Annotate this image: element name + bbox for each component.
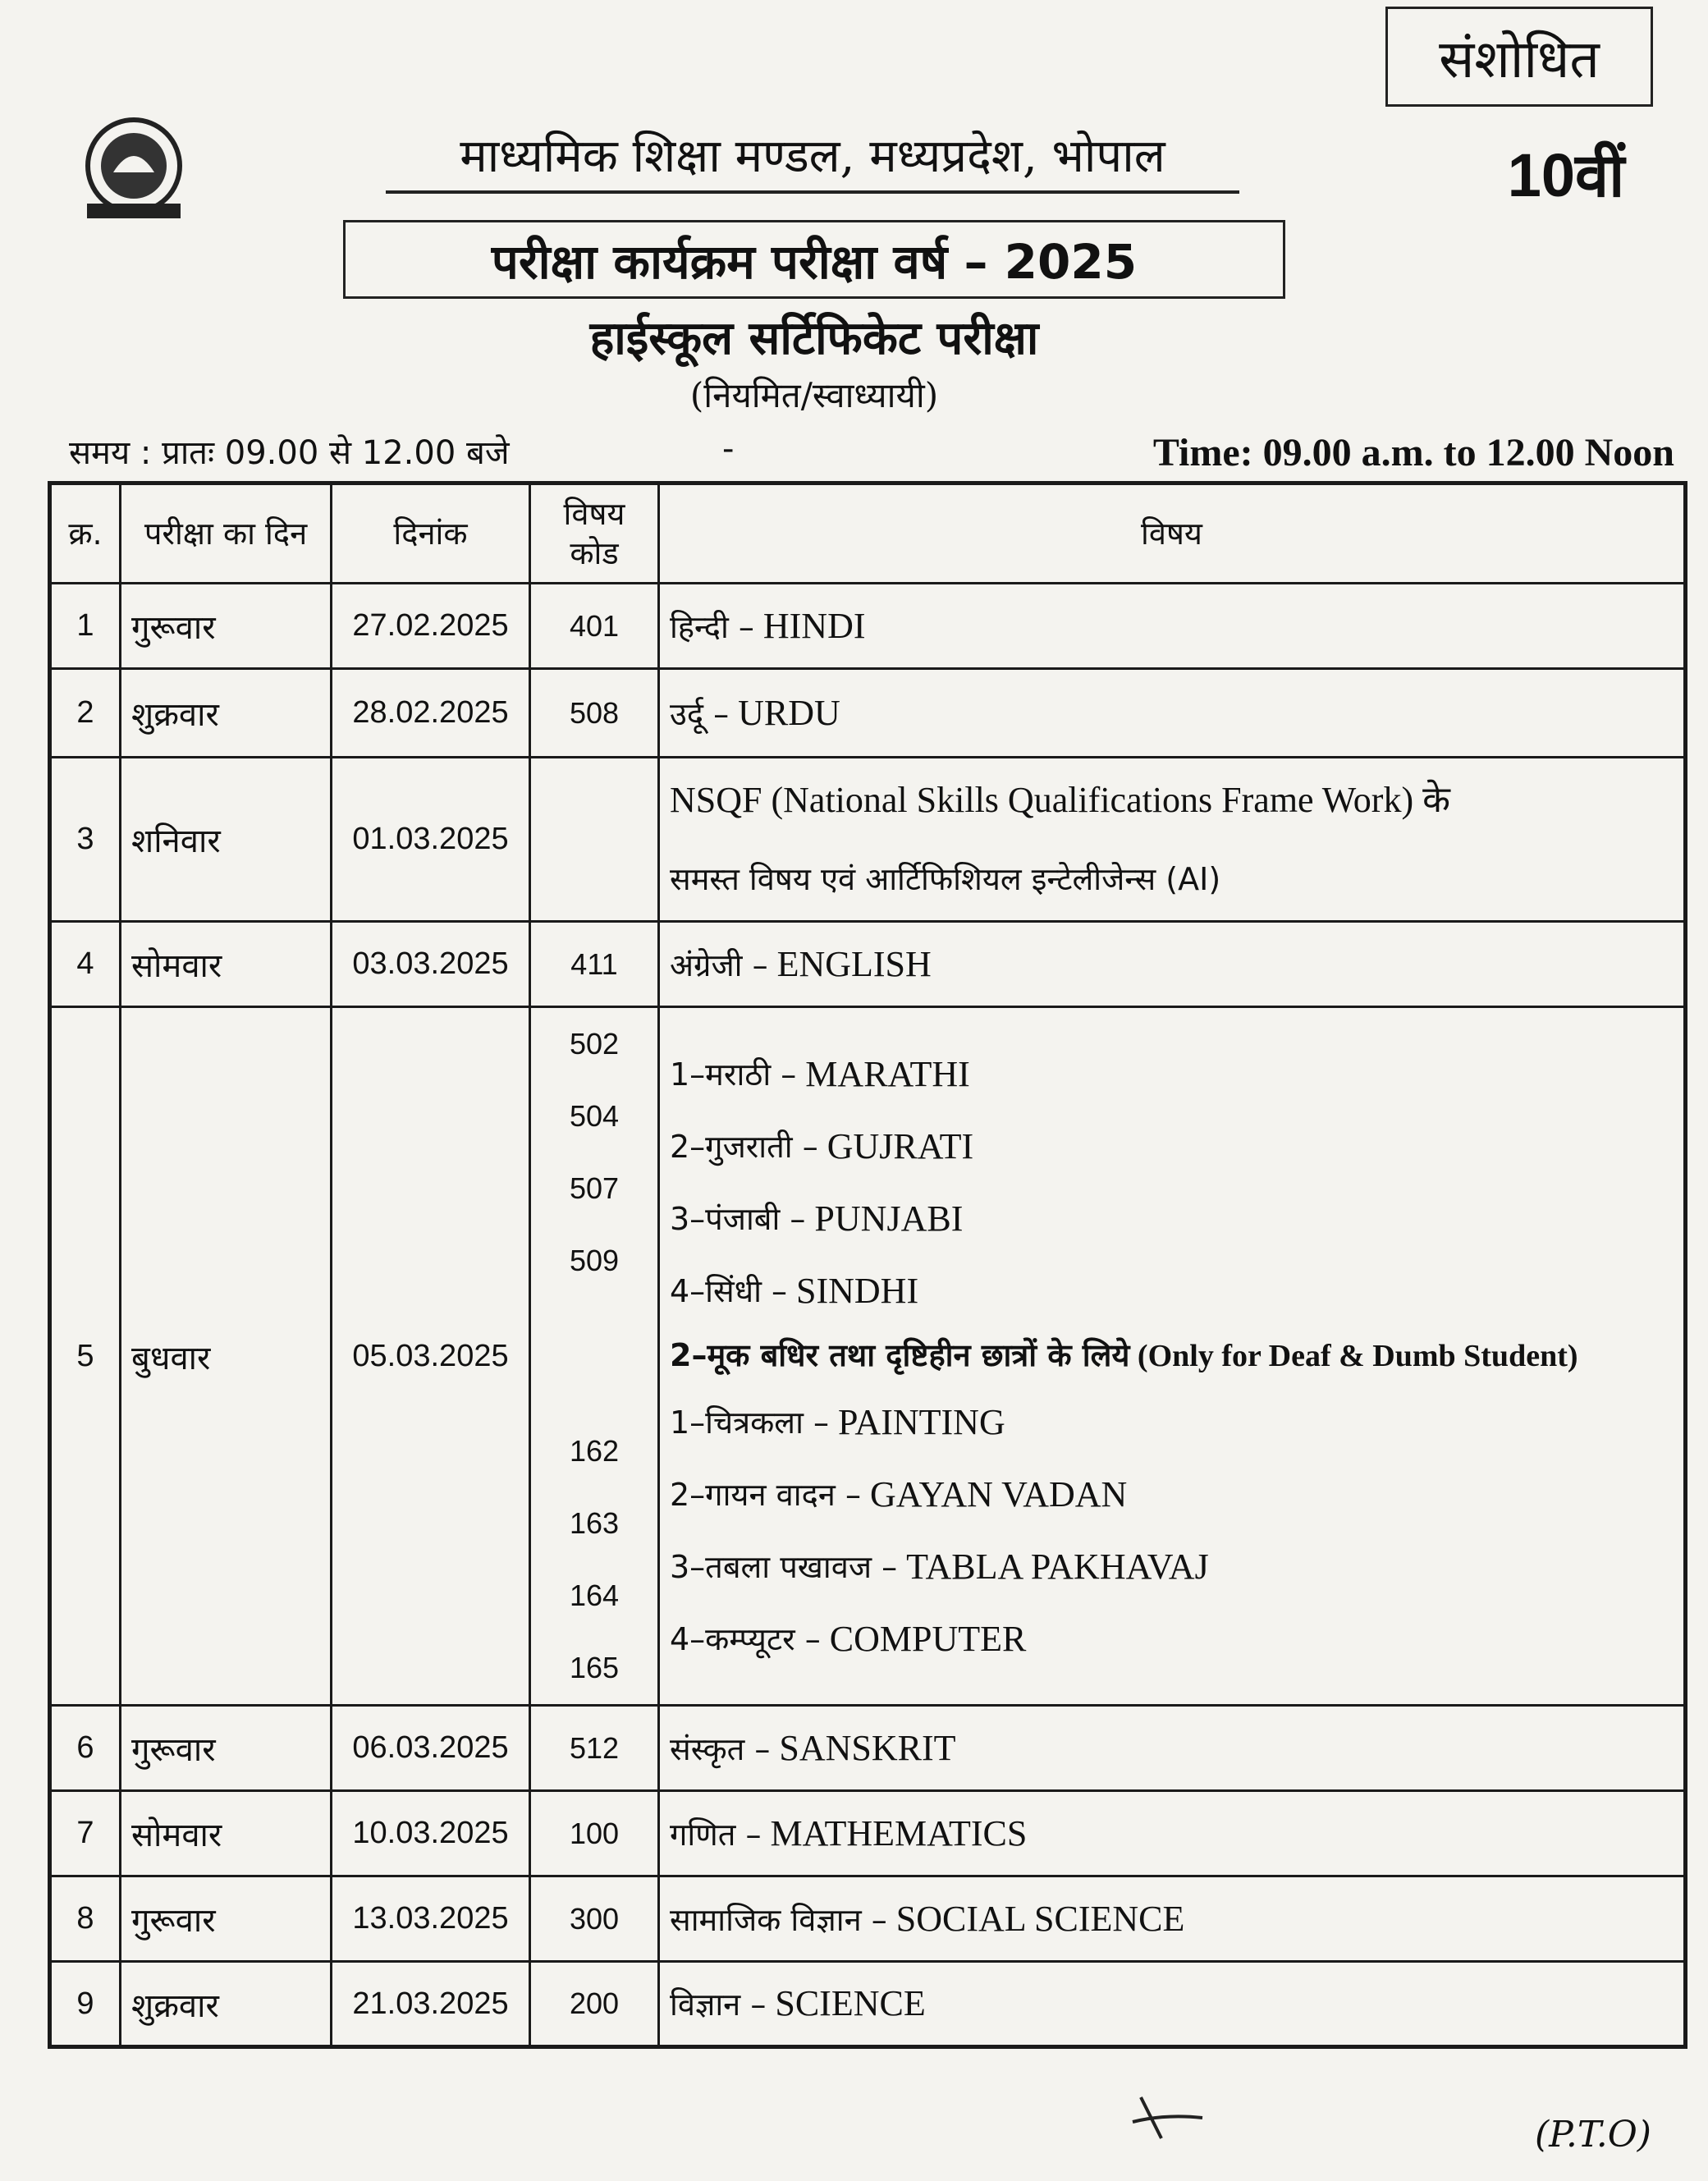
cell-day: गुरूवार — [121, 1706, 332, 1791]
table-row — [50, 1007, 1686, 1706]
table-row — [50, 1706, 1686, 1791]
cell-sno: 8 — [50, 1876, 121, 1962]
cell-sno: 3 — [50, 758, 121, 922]
cell-date: 05.03.2025 — [332, 1007, 530, 1706]
header-code: विषय कोड — [530, 483, 659, 584]
subject-hindi: 4–कम्प्यूटर – — [670, 1621, 821, 1657]
subject-item — [670, 1602, 1674, 1675]
cell-code — [530, 758, 659, 922]
cell-day: शुक्रवार — [121, 669, 332, 758]
subject-item — [670, 1038, 1674, 1110]
code-value: 509 — [569, 1244, 620, 1277]
time-hindi: समय : प्रातः 09.00 से 12.00 बजे — [69, 434, 510, 472]
subject-hindi: सामाजिक विज्ञान – — [670, 1901, 887, 1938]
cell-subject — [659, 922, 1686, 1007]
header-date: दिनांक — [332, 483, 530, 584]
subject-item — [670, 1110, 1674, 1182]
subject-item — [670, 1530, 1674, 1602]
table-row — [50, 922, 1686, 1007]
cell-day: सोमवार — [121, 1791, 332, 1876]
cell-day: शुक्रवार — [121, 1962, 332, 2047]
table-row — [50, 1876, 1686, 1962]
cell-date: 21.03.2025 — [332, 1962, 530, 2047]
subject-english: MATHEMATICS — [770, 1812, 1028, 1853]
subject-hindi: हिन्दी – — [670, 608, 754, 645]
code-value: 507 — [569, 1171, 620, 1205]
table-row — [50, 758, 1686, 922]
special-note — [670, 1326, 1674, 1386]
subject-item — [670, 1182, 1674, 1254]
cell-day: सोमवार — [121, 922, 332, 1007]
board-logo-icon — [72, 115, 195, 230]
subject-english: GUJRATI — [827, 1125, 974, 1166]
cell-code: 100 — [530, 1791, 659, 1876]
subject-english: SCIENCE — [775, 1983, 926, 2023]
cell-code: 300 — [530, 1876, 659, 1962]
cell-code: 411 — [530, 922, 659, 1007]
note-english: (Only for Deaf & Dumb Student) — [1137, 1339, 1578, 1373]
subject-english: HINDI — [762, 605, 866, 646]
pto-note: (P.T.O) — [1535, 2114, 1651, 2156]
subject-hindi: उर्दू – — [670, 695, 730, 732]
subject-hindi: संस्कृत – — [670, 1730, 771, 1767]
subject-hindi: 1–चित्रकला – — [670, 1404, 829, 1441]
cell-code — [530, 1007, 659, 1706]
signature-mark-icon — [1124, 2089, 1207, 2147]
subject-hindi: 3–पंजाबी – — [670, 1201, 806, 1237]
subject-hindi: 2–गायन वादन – — [670, 1477, 861, 1513]
code-value: 502 — [569, 1027, 620, 1061]
cell-subject — [659, 758, 1686, 922]
subject-item — [670, 1254, 1674, 1326]
cell-date: 10.03.2025 — [332, 1791, 530, 1876]
cell-code: 401 — [530, 584, 659, 669]
subject-english: GAYAN VADAN — [869, 1473, 1128, 1514]
subject-english: ENGLISH — [776, 943, 932, 984]
table-row — [50, 669, 1686, 758]
cell-code: 200 — [530, 1962, 659, 2047]
note-hindi: 2–मूक बधिर तथा दृष्टिहीन छात्रों के लिये — [670, 1337, 1130, 1373]
cell-date: 01.03.2025 — [332, 758, 530, 922]
class-label: 10वीं — [1507, 141, 1625, 209]
code-value: 504 — [569, 1099, 620, 1133]
exam-title: परीक्षा कार्यक्रम परीक्षा वर्ष – 2025 — [343, 220, 1285, 299]
cell-subject — [659, 1962, 1686, 2047]
subject-english: MARATHI — [805, 1053, 970, 1094]
code-value: 165 — [569, 1651, 620, 1684]
table-row — [50, 584, 1686, 669]
cell-sno: 7 — [50, 1791, 121, 1876]
board-name: माध्यमिक शिक्षा मण्डल, मध्यप्रदेश, भोपाल — [386, 123, 1239, 194]
subject-line-2: समस्त विषय एवं आर्टिफिशियल इन्टेलीजेन्स (AI) — [670, 860, 1221, 897]
subject-hindi: 2–गुजराती – — [670, 1129, 818, 1165]
exam-mode: (नियमित/स्वाध्यायी) — [689, 375, 939, 415]
cell-sno: 6 — [50, 1706, 121, 1791]
subject-english: COMPUTER — [829, 1618, 1027, 1659]
cell-date: 03.03.2025 — [332, 922, 530, 1007]
subject-hindi: 4–सिंधी – — [670, 1273, 787, 1309]
cell-code: 508 — [530, 669, 659, 758]
cell-subject — [659, 1791, 1686, 1876]
header-subject: विषय — [659, 483, 1686, 584]
cell-subject — [659, 1007, 1686, 1706]
code-value: 164 — [569, 1578, 620, 1612]
subject-hindi: 1–मराठी – — [670, 1056, 797, 1093]
table-row — [50, 1791, 1686, 1876]
table-header-row — [50, 483, 1686, 584]
cell-date: 06.03.2025 — [332, 1706, 530, 1791]
cell-subject — [659, 1876, 1686, 1962]
cell-sno: 5 — [50, 1007, 121, 1706]
cell-sno: 1 — [50, 584, 121, 669]
subject-item — [670, 1386, 1674, 1458]
cell-date: 28.02.2025 — [332, 669, 530, 758]
header-sno: क्र. — [50, 483, 121, 584]
cell-date: 13.03.2025 — [332, 1876, 530, 1962]
cell-day: गुरूवार — [121, 1876, 332, 1962]
subject-english: PUNJABI — [814, 1198, 964, 1239]
cell-sno: 4 — [50, 922, 121, 1007]
subject-stack — [670, 1038, 1674, 1675]
subject-hindi: गणित – — [670, 1816, 762, 1853]
subject-english: URDU — [738, 692, 840, 733]
code-gap — [541, 1297, 648, 1415]
subject-english: SINDHI — [796, 1270, 919, 1311]
exam-schedule-table — [48, 481, 1687, 2049]
exam-subtitle: हाईस्कूल सर्टिफिकेट परीक्षा — [589, 312, 1039, 365]
cell-subject — [659, 584, 1686, 669]
time-english: Time: 09.00 a.m. to 12.00 Noon — [1152, 431, 1674, 474]
subject-item — [670, 1458, 1674, 1530]
cell-code: 512 — [530, 1706, 659, 1791]
time-dash: - — [722, 430, 735, 468]
cell-day: गुरूवार — [121, 584, 332, 669]
code-value: 163 — [569, 1506, 620, 1540]
subject-english: SANSKRIT — [779, 1727, 956, 1768]
code-value: 162 — [569, 1434, 620, 1468]
subject-english: TABLA PAKHAVAJ — [906, 1546, 1209, 1587]
table-row — [50, 1962, 1686, 2047]
subject-hindi: 3–तबला पखावज – — [670, 1549, 898, 1585]
cell-day: शनिवार — [121, 758, 332, 922]
cell-day: बुधवार — [121, 1007, 332, 1706]
cell-sno: 9 — [50, 1962, 121, 2047]
cell-subject — [659, 1706, 1686, 1791]
cell-date: 27.02.2025 — [332, 584, 530, 669]
cell-sno: 2 — [50, 669, 121, 758]
cell-subject — [659, 669, 1686, 758]
subject-english: PAINTING — [838, 1401, 1005, 1442]
code-stack — [541, 1008, 648, 1704]
subject-english: SOCIAL SCIENCE — [895, 1898, 1185, 1939]
subject-line-1: NSQF (National Skills Qualifications Frame Work) के — [670, 779, 1450, 820]
subject-hindi: अंग्रेजी – — [670, 946, 768, 983]
subject-hindi: विज्ञान – — [670, 1986, 767, 2023]
header-day: परीक्षा का दिन — [121, 483, 332, 584]
revised-stamp: संशोधित — [1385, 7, 1653, 107]
